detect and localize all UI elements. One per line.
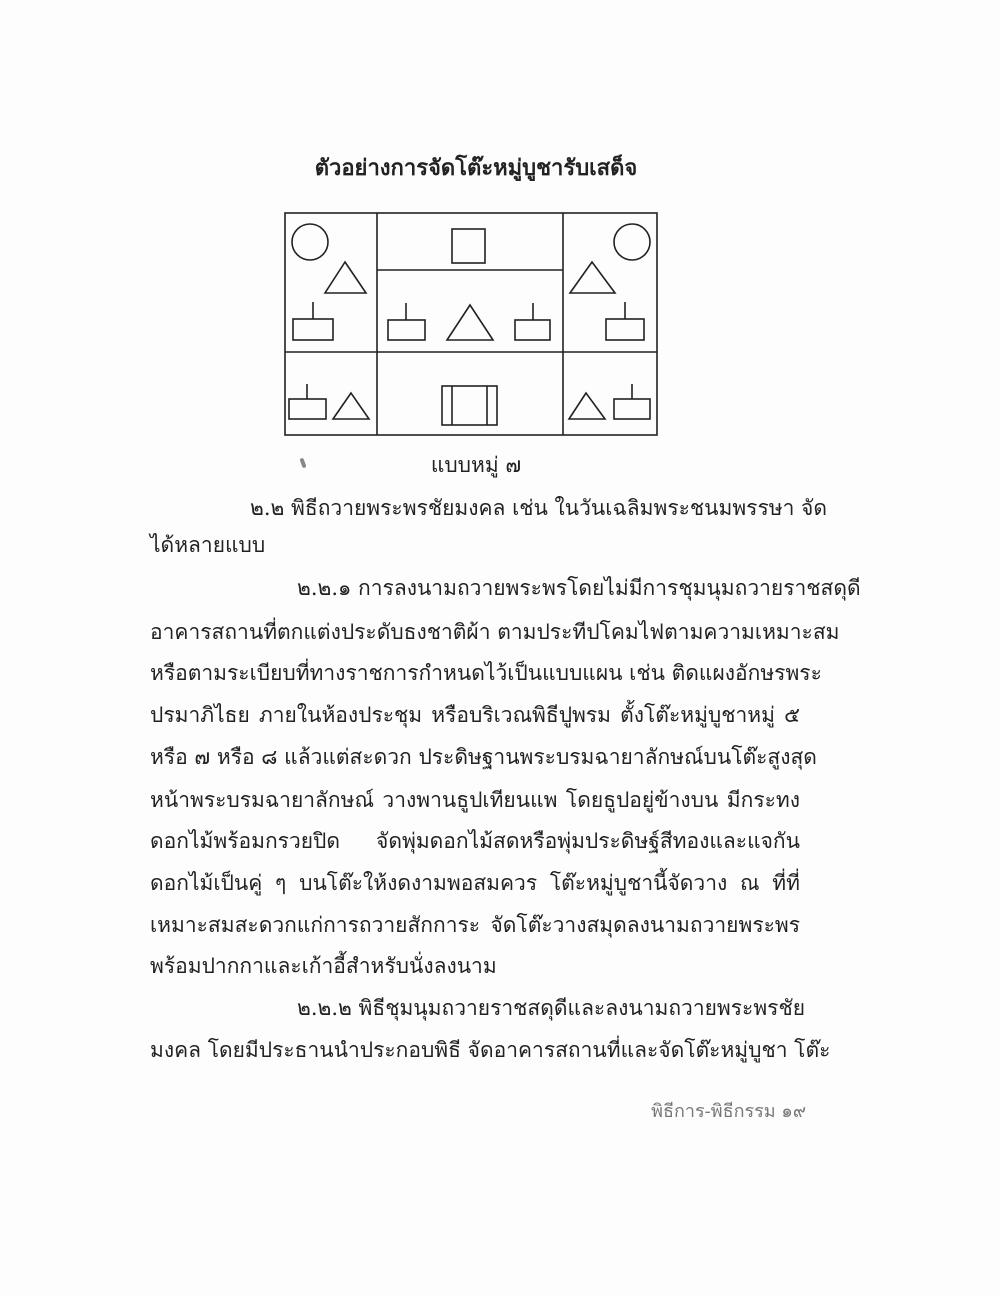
body-line: เหมาะสมสะดวกแก่การถวายสักการะ จัดโต๊ะวางสมุดลงนามถวายพระพร [150, 913, 800, 937]
circle-shape [292, 224, 328, 260]
triangle-shape [569, 393, 605, 419]
body-line: ดอกไม้พร้อมกรวยปิด จัดพุ่มดอกไม้สดหรือพุ่มประดิษฐ์สีทองและแจกัน [150, 829, 800, 853]
small-table-shape [515, 303, 550, 340]
small-table-shape [289, 384, 326, 419]
body-line: มงคล โดยมีประธานนำประกอบพิธี จัดอาคารสถานที่และจัดโต๊ะหมู่บูชา โต๊ะ [150, 1038, 831, 1062]
body-line: พร้อมปากกาและเก้าอี้สำหรับนั่งลงนาม [150, 954, 497, 978]
body-line: อาคารสถานที่ตกแต่งประดับธงชาติผ้า ตามประทีปโคมไฟตามความเหมาะสม [150, 620, 840, 644]
small-table-shape [388, 303, 425, 340]
diagram-outer-border [285, 213, 657, 435]
body-line: ๒.๒.๒ พิธีชุมนุมถวายราชสดุดีและลงนามถวายพระพรชัย [297, 996, 806, 1020]
body-line: ปรมาภิไธย ภายในห้องประชุม หรือบริเวณพิธีปูพรม ตั้งโต๊ะหมู่บูชาหมู่ ๕ [150, 703, 800, 727]
circle-shape [614, 224, 650, 260]
square-shape [452, 229, 485, 263]
small-table-shape [614, 384, 650, 419]
triangle-shape [333, 393, 369, 419]
page-title: ตัวอย่างการจัดโต๊ะหมู่บูชารับเสด็จ [314, 155, 638, 181]
small-table-shape [293, 302, 333, 340]
body-line: ๒.๒ พิธีถวายพระพรชัยมงคล เช่น ในวันเฉลิมพระชนมพรรษา จัด [250, 496, 827, 520]
body-line: หรือตามระเบียบที่ทางราชการกำหนดไว้เป็นแบบแผน เช่น ติดแผงอักษรพระ [150, 661, 822, 685]
triangle-shape [325, 262, 366, 293]
triangle-shape [447, 305, 493, 340]
body-line: หน้าพระบรมฉายาลักษณ์ วางพานธูปเทียนแพ โดยธูปอยู่ข้างบน มีกระทง [150, 788, 800, 812]
triangle-shape [570, 262, 615, 293]
table-arrangement-diagram [0, 0, 1000, 460]
body-line: ดอกไม้เป็นคู่ ๆ บนโต๊ะให้งดงามพอสมควร โต๊ะหมู่บูชานี้จัดวาง ณ ที่ที่ [150, 871, 800, 895]
diagram-caption: แบบหมู่ ๗ [430, 453, 522, 477]
body-line: ๒.๒.๑ การลงนามถวายพระพรโดยไม่มีการชุมนุมถวายราชสดุดี [297, 576, 861, 600]
body-line: ได้หลายแบบ [150, 533, 266, 557]
book-shape [442, 386, 497, 425]
page-footer: พิธีการ-พิธีกรรม ๑๙ [651, 1101, 806, 1122]
small-table-shape [606, 302, 644, 340]
body-line: หรือ ๗ หรือ ๘ แล้วแต่สะดวก ประดิษฐานพระบรมฉายาลักษณ์บนโต๊ะสูงสุด [150, 745, 817, 769]
